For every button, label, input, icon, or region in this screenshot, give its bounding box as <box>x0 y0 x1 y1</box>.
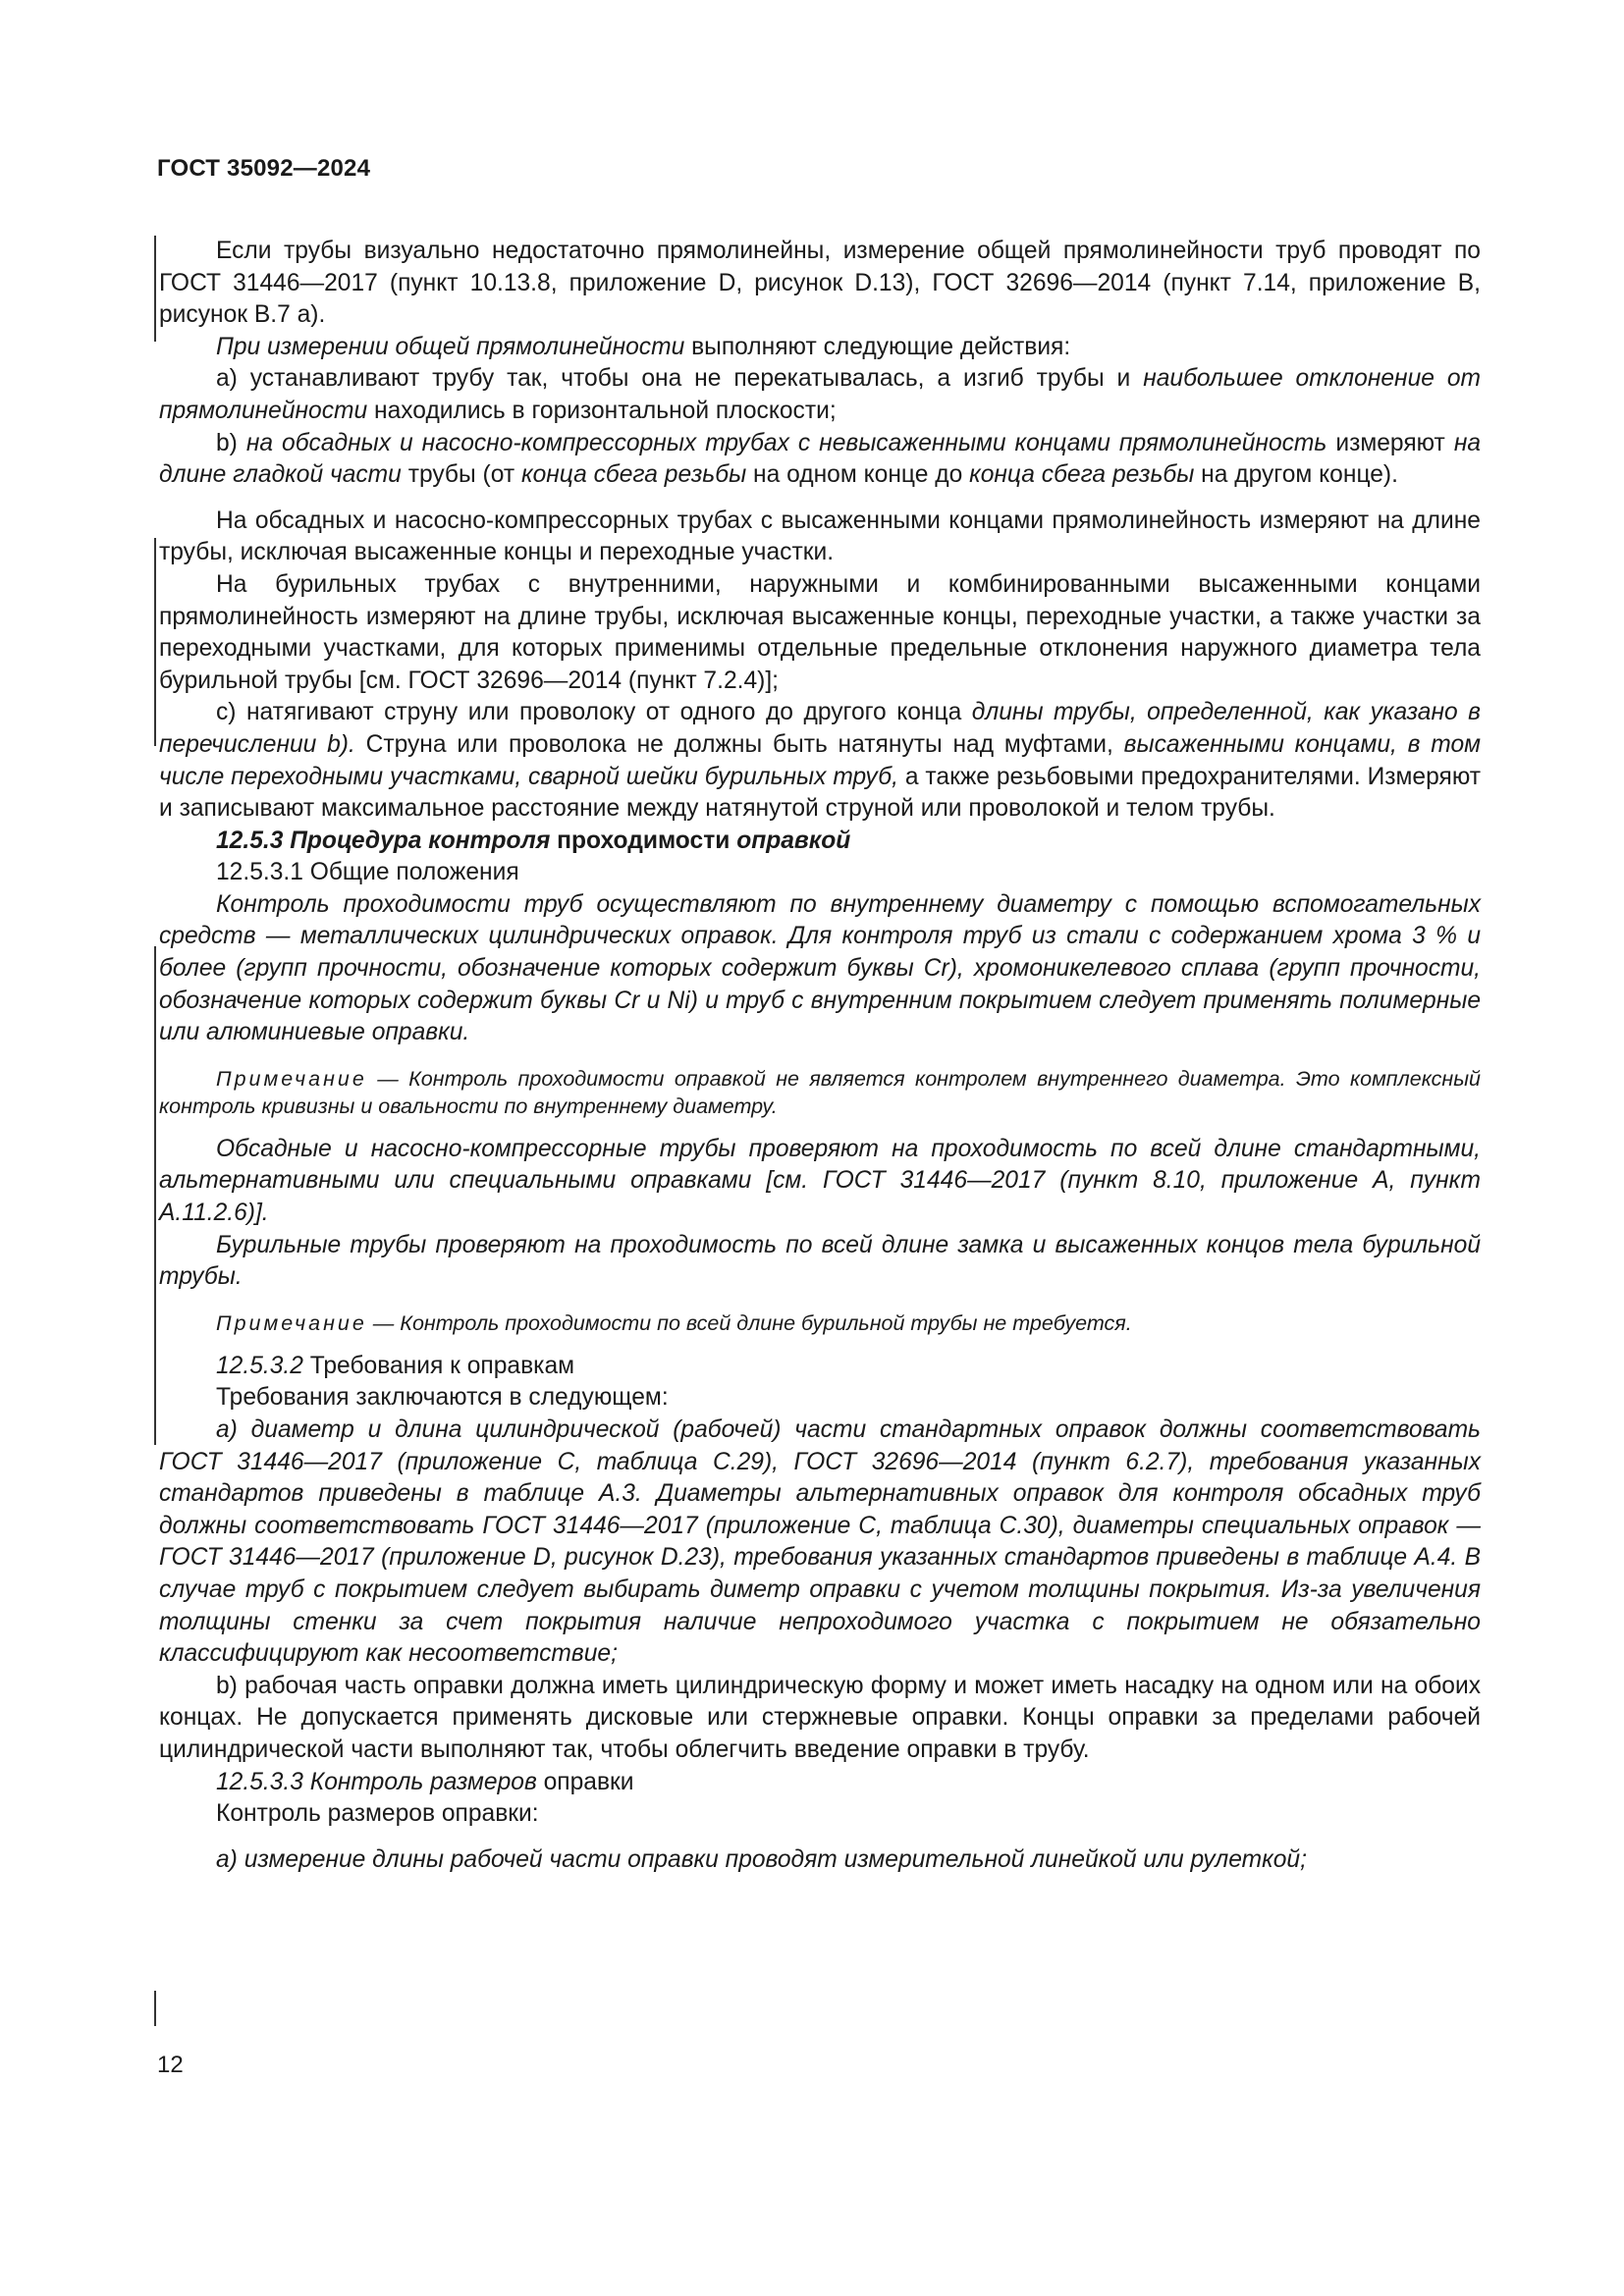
paragraph: Обсадные и насосно-компрессорные трубы проверяют на проходимость по всей длине стандартными, альтернативными или специальными оправками [см. ГОСТ 31446—2017 (пункт 8.10, приложение А, пункт А.11.2.6)]. <box>159 1135 1481 1227</box>
list-item: а) измерение длины рабочей части оправки проводят измерительной линейкой или рулеткой; <box>216 1845 1307 1873</box>
paragraph: Бурильные трубы проверяют на проходимость по всей длине замка и высаженных концов тела бурильной трубы. <box>159 1231 1481 1291</box>
list-item: b) на обсадных и насосно-компрессорных трубах с невысаженными концами прямолинейность измеряют на длине гладкой части трубы (от конца сбега резьбы на одном конце до конца сбега резьбы на другом конце). <box>159 429 1482 489</box>
paragraph: На бурильных трубах с внутренними, наружными и комбинированными высаженными концами прямолинейность измеряют на длине трубы, исключая высаженные концы, переходные участки, а также участки за переходными участками, для которых применимы отдельные предельные отклонения наружного диаметра тела бурильной трубы [см. ГОСТ 32696—2014 (пункт 7.2.4)]; <box>159 570 1481 694</box>
document-header: ГОСТ 35092—2024 <box>157 155 371 182</box>
list-item: b) рабочая часть оправки должна иметь цилиндрическую форму и может иметь насадку на одном или на обоих концах. Не допускается применять дисковые или стержневые оправки. Концы оправки за пределами рабочей цилиндрической части выполняют так, чтобы облегчить введение оправки в трубу. <box>159 1672 1481 1763</box>
note: Примечание — Контроль проходимости оправкой не является контролем внутреннего диаметра. Это комплексный контроль кривизны и овальности по внутреннему диаметру. <box>159 1066 1481 1118</box>
change-bar <box>154 1991 156 2026</box>
list-item: а) диаметр и длина цилиндрической (рабочей) части стандартных оправок должны соответствовать ГОСТ 31446—2017 (приложение С, таблица С.29), ГОСТ 32696—2014 (пункт 6.2.7), требования указанных стандартов приведены в таблице А.3. Диаметры альтернативных оправок для контроля обсадных труб должны соответствовать ГОСТ 31446—2017 (приложение С, таблица С.30), диаметры специальных оправок — ГОСТ 31446—2017 (приложение D, рисунок D.23), требования указанных стандартов приведены в таблице А.4. В случае труб с покрытием следует выбирать димeтр оправки с учетом толщины покрытия. Из-за увеличения толщины стенки за счет покрытия наличие непроходимого участка с покрытием не обязательно классифицируют как несоответствие; <box>159 1416 1481 1668</box>
change-bar <box>154 236 156 342</box>
subsection-heading: 12.5.3.3 Контроль размеров оправки <box>216 1768 634 1795</box>
change-bar <box>154 946 156 1445</box>
note: Примечание — Контроль проходимости по всей длине бурильной трубы не требуется. <box>216 1310 1132 1335</box>
page-number: 12 <box>157 2052 184 2078</box>
paragraph: Контроль размеров оправки: <box>216 1800 539 1828</box>
paragraph: При измерении общей прямолинейности выполняют следующие действия: <box>216 333 1071 360</box>
paragraph: Если трубы визуально недостаточно прямолинейны, измерение общей прямолинейности труб проводят по ГОСТ 31446—2017 (пункт 10.13.8, приложение D, рисунок D.13), ГОСТ 32696—2014 (пункт 7.14, приложение В, рисунок В.7 а). <box>159 238 1481 329</box>
paragraph: Требования заключаются в следующем: <box>216 1384 669 1412</box>
list-item: c) натягивают струну или проволоку от одного до другого конца длины трубы, определенной, как указано в перечислении b). Струна или проволока не должны быть натянуты над муфтами, высаженными концами, в том числе переходными участками, сварной шейки бурильных труб, а также резьбовыми предохранителями. Измеряют и записывают максимальное расстояние между натянутой струной или проволокой и телом трубы. <box>159 699 1481 823</box>
paragraph: Контроль проходимости труб осуществляют по внутреннему диаметру с помощью вспомогательных средств — металлических цилиндрических оправок. Для контроля труб из стали с содержанием хрома 3 % и более (групп прочности, обозначение которых содержит буквы Cr), хромоникелевого сплава (групп прочности, обозначение которых содержит буквы Cr и Ni) и труб с внутренним покрытием следует применять полимерные или алюминиевые оправки. <box>159 890 1481 1046</box>
change-bar <box>154 538 156 746</box>
list-item: а) устанавливают трубу так, чтобы она не перекатывалась, а изгиб трубы и наибольшее отклонение от прямолинейности находились в горизонтальной плоскости; <box>159 365 1481 424</box>
subsection-heading: 12.5.3.1 Общие положения <box>216 859 519 886</box>
document-body <box>159 236 1481 1876</box>
subsection-heading: 12.5.3.2 Требования к оправкам <box>216 1352 575 1379</box>
section-heading: 12.5.3 Процедура контроля проходимости оправкой <box>216 827 851 854</box>
paragraph: На обсадных и насосно-компрессорных трубах с высаженными концами прямолинейность измеряют на длине трубы, исключая высаженные концы и переходные участки. <box>159 507 1481 566</box>
